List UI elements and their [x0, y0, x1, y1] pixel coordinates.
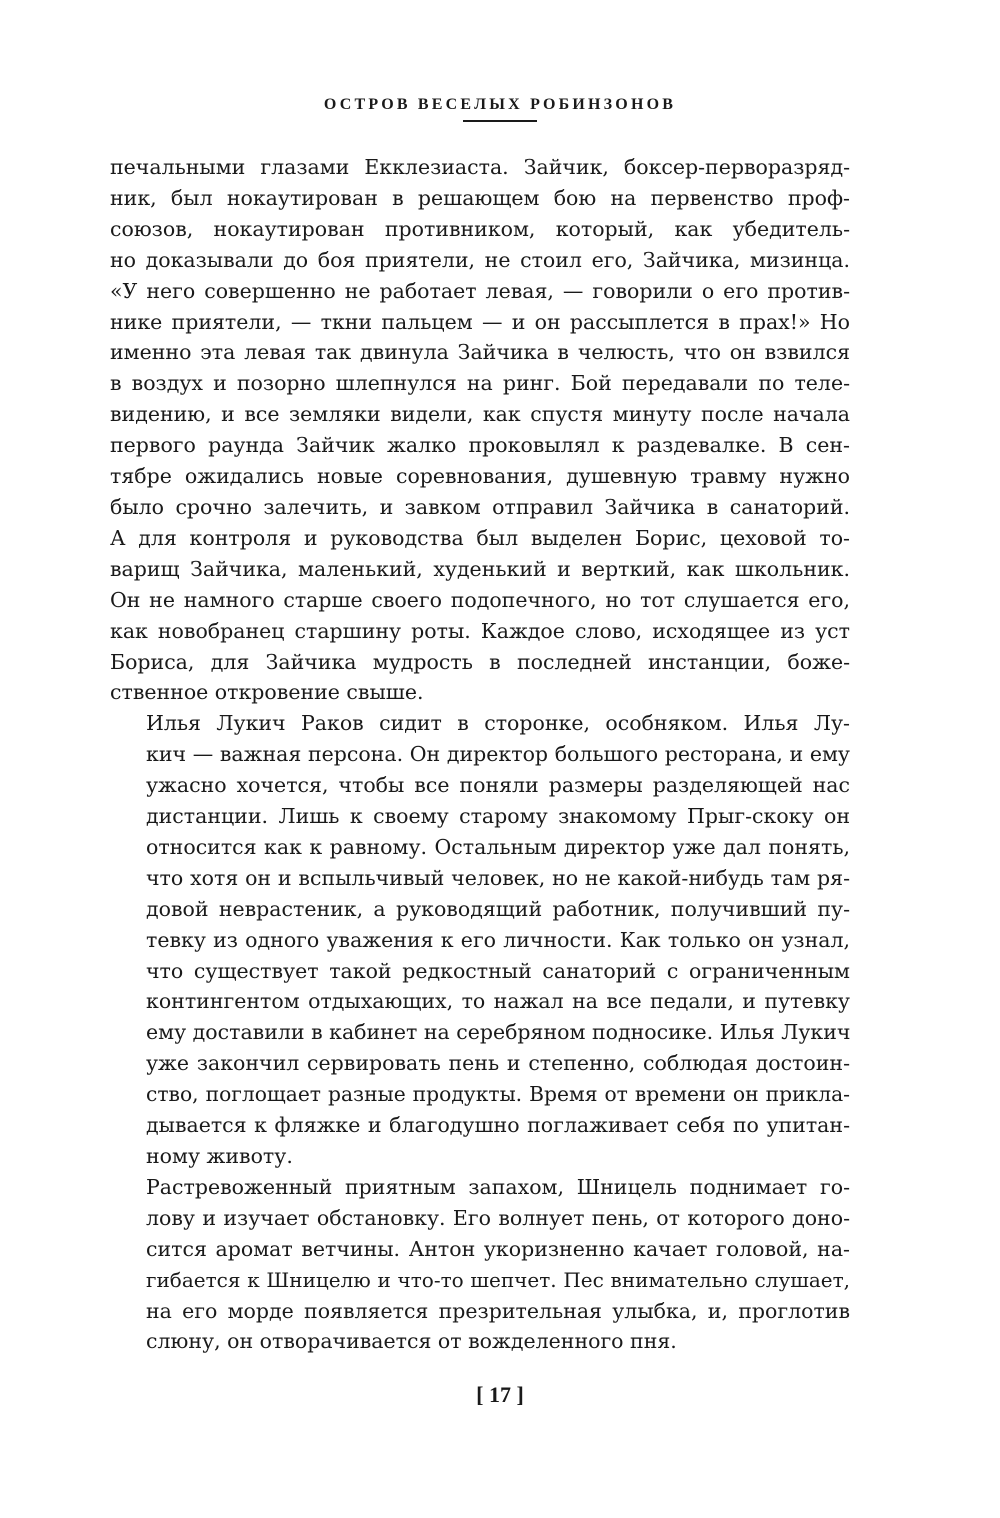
text-line: контингентом отдыхающих, то нажал на все педали, и путевку — [146, 989, 850, 1014]
text-line: нике приятели, — ткни пальцем — и он рассыплется в прах!» Но — [110, 309, 850, 334]
text-line: именно эта левая так двинула Зайчика в челюсть, что он взвился — [110, 340, 850, 365]
running-head-title: ОСТРОВ ВЕСЕЛЫХ РОБИНЗОНОВ — [323, 96, 677, 113]
text-line: но доказывали до боя приятели, не стоил его, Зайчика, мизинца. — [110, 247, 850, 272]
text-line: кич — важная персона. Он директор большого ресторана, и ему — [146, 742, 850, 767]
text-line: ство, поглощает разные продукты. Время от времени он прикла- — [146, 1082, 850, 1107]
running-head-rule — [463, 120, 537, 122]
text-line: ему доставили в кабинет на серебряном подносике. Илья Лукич — [146, 1020, 851, 1045]
text-line: видению, и все земляки видели, как спустя минуту после начала — [110, 402, 850, 427]
text-line: «У него совершенно не работает левая, — говорили о его против- — [110, 278, 850, 303]
text-line: Растревоженный приятным запахом, Шницель поднимает го- — [146, 1174, 850, 1199]
text-line: первого раунда Зайчик жалко проковылял к раздевалке. В сен- — [110, 433, 850, 458]
text-line: как новобранец старшину роты. Каждое слово, исходящее из уст — [110, 618, 850, 643]
text-line: А для контроля и руководства был выделен Борис, цеховой то- — [110, 525, 850, 550]
text-line: сится аромат ветчины. Антон укоризненно качает головой, на- — [146, 1236, 850, 1261]
text-line: ник, был нокаутирован в решающем бою на первенство проф- — [110, 185, 850, 210]
running-head — [0, 94, 1000, 122]
page-number: [ 17 ] — [476, 1382, 524, 1407]
paragraph — [110, 152, 850, 708]
paragraph — [110, 1172, 850, 1357]
text-line: союзов, нокаутирован противником, который, как убедитель- — [110, 216, 850, 241]
text-line: что хотя он и вспыльчивый человек, но не какой-нибудь там ря- — [146, 865, 850, 890]
text-line: было срочно залечить, и завком отправил Зайчика в санаторий. — [110, 494, 850, 519]
text-line: Илья Лукич Раков сидит в сторонке, особняком. Илья Лу- — [146, 711, 850, 736]
text-line: довой неврастеник, а руководящий работник, получивший пу- — [146, 896, 850, 921]
text-line: Бориса, для Зайчика мудрость в последней инстанции, боже- — [110, 649, 850, 674]
text-line: дывается к фляжке и благодушно поглаживает себя по упитан- — [146, 1113, 850, 1138]
text-line: тябре ожидались новые соревнования, душевную травму нужно — [110, 464, 850, 489]
text-line: в воздух и позорно шлепнулся на ринг. Бой передавали по теле- — [110, 371, 850, 396]
text-line: слюну, он отворачивается от вожделенного пня. — [146, 1329, 677, 1354]
text-line: тевку из одного уважения к его личности. Как только он узнал, — [146, 927, 850, 952]
text-line: на его морде появляется презрительная улыбка, и, проглотив — [146, 1298, 850, 1323]
text-line: относится как к равному. Остальным директор уже дал понять, — [146, 834, 850, 859]
text-line: дистанции. Лишь к своему старому знакомому Прыг-скоку он — [146, 804, 850, 829]
text-line: уже закончил сервировать пень и степенно, соблюдая достоин- — [146, 1051, 850, 1076]
text-line: ужасно хочется, чтобы все поняли размеры разделяющей нас — [146, 773, 850, 798]
body-text — [110, 152, 850, 1357]
text-line: ственное откровение свыше. — [110, 680, 424, 705]
text-line: лову и изучает обстановку. Его волнует пень, от которого доно- — [146, 1205, 850, 1230]
text-line: Он не намного старше своего подопечного, но тот слушается его, — [110, 587, 850, 612]
text-line: гибается к Шницелю и что-то шепчет. Пес внимательно слушает, — [146, 1267, 850, 1292]
text-line: что существует такой редкостный санаторий с ограниченным — [146, 958, 850, 983]
paragraph — [110, 708, 850, 1172]
text-line: печальными глазами Екклезиаста. Зайчик, боксер-перворазряд- — [110, 155, 850, 179]
text-line: ному животу. — [146, 1144, 293, 1168]
text-line: варищ Зайчика, маленький, худенький и верткий, как школьник. — [110, 556, 850, 581]
